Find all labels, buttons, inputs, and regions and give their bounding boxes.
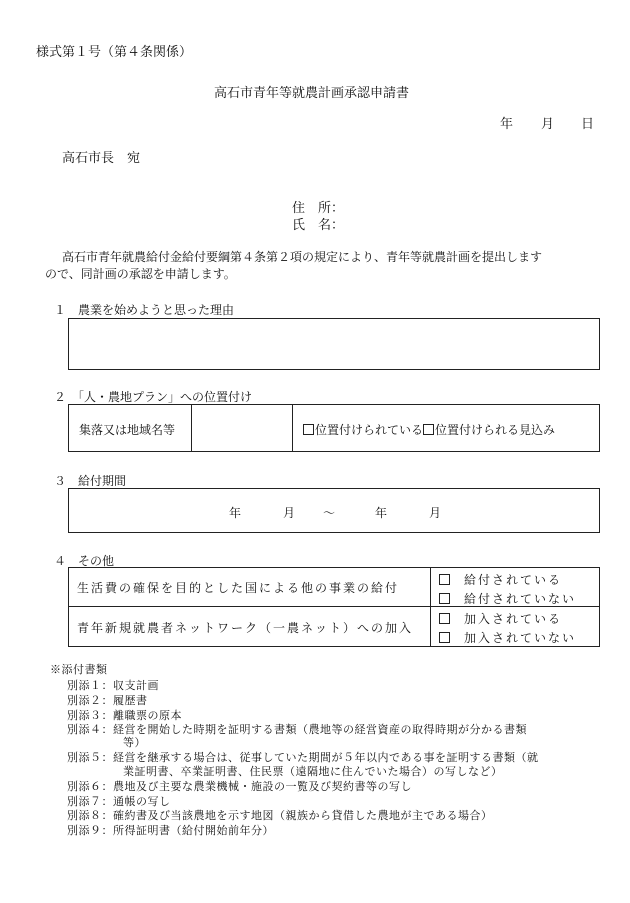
date-year-label: 年 xyxy=(500,117,514,132)
row1-not-received-label: 給付されていない xyxy=(464,592,577,606)
date-day-label: 日 xyxy=(581,117,595,132)
plan-table xyxy=(68,404,600,452)
attachment-item: 別添９：所得証明書（給付開始前年分） xyxy=(67,824,274,837)
attachment-item: 別添１：収支計画 xyxy=(67,679,159,692)
name-label: 氏 名： xyxy=(292,218,345,233)
attachment-item: 別添６：農地及び主要な農業機械・施設の一覧及び契約書等の写し xyxy=(67,780,412,793)
other-table xyxy=(68,567,600,647)
from-month-label: 月 xyxy=(283,506,296,520)
row1-received-label: 給付されている xyxy=(464,573,563,587)
section-1-title: １ 農業を始めようと思った理由 xyxy=(54,303,235,317)
attachment-item: 別添８：確約書及び当該農地を示す地図（親族から貸借した農地が主である場合） xyxy=(67,809,493,822)
address-label: 住 所： xyxy=(292,201,345,216)
area-name-field[interactable] xyxy=(193,406,291,450)
row2-joined-label: 加入されている xyxy=(464,612,563,626)
other-row1-label: 生活費の確保を目的とした国による他の事業の給付 xyxy=(77,581,400,595)
other-divider-v xyxy=(430,568,431,646)
attachment-item: 別添７：通帳の写し xyxy=(67,795,171,808)
placed-option-label: 位置付けられている xyxy=(315,423,424,437)
row1-received-checkbox[interactable] xyxy=(439,574,450,585)
intro-line-1: 高石市青年就農給付金給付要綱第４条第２項の規定により、青年等就農計画を提出します xyxy=(62,250,543,264)
intro-line-2: ので、同計画の承認を申請します。 xyxy=(45,267,236,281)
page-title: 高石市青年等就農計画承認申請書 xyxy=(214,86,410,101)
area-label: 集落又は地域名等 xyxy=(79,423,176,437)
section-2-title: ２ 「人・農地プラン」への位置付け xyxy=(54,390,253,404)
attachment-item: 別添３：離職票の原本 xyxy=(67,709,182,722)
form-number: 様式第１号（第４条関係） xyxy=(36,45,193,60)
plan-divider-2 xyxy=(292,405,293,451)
date-month-label: 月 xyxy=(541,117,555,132)
period-box[interactable] xyxy=(68,488,600,533)
attachments-heading: ※添付書類 xyxy=(50,663,108,676)
expected-option-label: 位置付けられる見込み xyxy=(435,423,556,437)
other-row2-label: 青年新規就農者ネットワーク（一農ネット）への加入 xyxy=(77,621,414,635)
section-4-title: ４ その他 xyxy=(54,554,115,568)
attachment-item: 別添５：経営を継承する場合は、従事していた期間が５年以内である事を証明する書類（就 xyxy=(67,751,539,764)
row2-not-joined-checkbox[interactable] xyxy=(439,632,450,643)
to-month-label: 月 xyxy=(429,506,442,520)
period-tilde: ～ xyxy=(323,506,336,520)
row2-joined-checkbox[interactable] xyxy=(439,613,450,624)
attachment-item: 別添４：経営を開始した時期を証明する書類（農地等の経営資産の取得時期が分かる書類 xyxy=(67,723,527,736)
addressee: 高石市長 宛 xyxy=(62,151,141,166)
from-year-label: 年 xyxy=(229,506,242,520)
section-3-title: ３ 給付期間 xyxy=(54,474,127,488)
attachment-item-cont: 業証明書、卒業証明書、住民票（遠隔地に住んでいた場合）の写しなど） xyxy=(123,765,503,778)
expected-checkbox[interactable] xyxy=(423,424,434,435)
reason-textbox[interactable] xyxy=(68,318,600,370)
placed-checkbox[interactable] xyxy=(303,424,314,435)
row1-not-received-checkbox[interactable] xyxy=(439,593,450,604)
attachment-item: 別添２：履歴書 xyxy=(67,694,148,707)
to-year-label: 年 xyxy=(375,506,388,520)
attachment-item-cont: 等） xyxy=(123,736,146,749)
row2-not-joined-label: 加入されていない xyxy=(464,631,577,645)
plan-divider-1 xyxy=(191,405,192,451)
